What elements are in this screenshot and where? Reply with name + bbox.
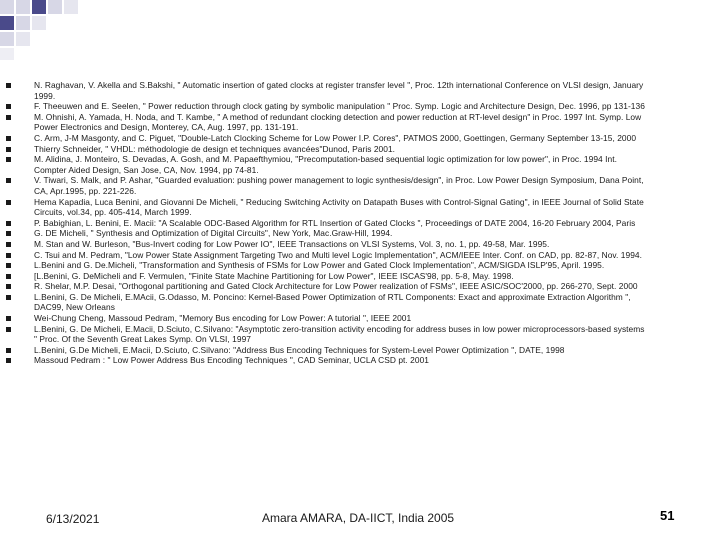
bullet-square-icon (6, 348, 11, 353)
reference-text: M. Alidina, J. Monteiro, S. Devadas, A. Gosh, and M. Papaefthymiou, "Precomputation-based sequential logic optimization for low power", in Proc. 1994 Int. Compter Aided Design, San Jose, CA, Nov. 1994, pp 74-81. (34, 154, 617, 175)
bullet-square-icon (6, 104, 11, 109)
reference-item (6, 197, 646, 218)
bullet-square-icon (6, 316, 11, 321)
reference-text: F. Theeuwen and E. Seelen, " Power reduction through clock gating by symbolic manipulation " Proc. Symp. Logic and Architecture Design, Dec. 1996, pp 131-136 (34, 101, 645, 112)
reference-text: C. Arm, J-M Masgonty, and C. Piguet, "Double-Latch Clocking Scheme for Low Power I.P. Cores", PATMOS 2000, Goettingen, Germany September 13-15, 2000 (34, 132, 637, 143)
bullet-square-icon (6, 358, 11, 363)
reference-item (6, 281, 646, 292)
bullet-square-icon (6, 327, 11, 332)
reference-text: N. Raghavan, V. Akella and S.Bakshi, " Automatic insertion of gated clocks at register transfer level ", Proc. 12th international Conference on VLSI design, January 1999. (34, 80, 644, 101)
reference-text: V. Tiwari, S. Malk, and P. Ashar, "Guarded evaluation: pushing power management to logic synthesis/design", in Proc. Low Power Design Symposium, Dana Point, CA, Apr.1995, pp. 221-226. (34, 175, 644, 196)
reference-text: C. Tsui and M. Pedram, "Low Power State Assignment Targeting Two and Multi level Logic Implementation", ACM/IEEE Inter. Conf. on CAD, pp. 82-87, Nov. 1994. (34, 249, 642, 260)
reference-text: R. Shelar, M.P. Desai, "Orthogonal partitioning and Gated Clock Architecture for Low Power realization of FSMs", IEEE ASIC/SOC'2000, pp. 266-270, Sept. 2000 (34, 281, 638, 292)
reference-text: G. DE Micheli, " Synthesis and Optimization of Digital Circuits", New York, Mac.Graw-Hill, 1994. (34, 228, 393, 239)
reference-item (6, 355, 646, 366)
bullet-square-icon (6, 231, 11, 236)
footer-date: 6/13/2021 (46, 512, 100, 526)
reference-item (6, 260, 646, 271)
footer-author: Amara AMARA, DA-IICT, India 2005 (262, 511, 455, 525)
bullet-square-icon (6, 157, 11, 162)
bullet-square-icon (6, 295, 11, 300)
bullet-square-icon (6, 115, 11, 120)
bullet-square-icon (6, 284, 11, 289)
reference-item (6, 345, 646, 356)
page-number: 51 (660, 508, 675, 523)
reference-item (6, 228, 646, 239)
bullet-square-icon (6, 83, 11, 88)
reference-text: M. Ohnishi, A. Yamada, H. Noda, and T. Kambe, " A method of redundant clocking detection and power reduction at RT-level design" in Proc. 1997 Int. Symp. Low Power Electronics and Design, Monterey, CA, Aug. 1997, pp. 131-191. (34, 111, 642, 133)
reference-item (6, 101, 646, 112)
reference-item (6, 133, 646, 144)
reference-text: [L.Benini, G. DeMicheli and F. Vermulen, "Finite State Machine Partitioning for Low Power", IEEE ISCAS'98, pp. 5-8, May. 1998. (34, 270, 514, 281)
reference-text: Massoud Pedram : " Low Power Address Bus Encoding Techniques ", CAD Seminar, UCLA CSD pt. 2001 (34, 355, 430, 366)
reference-text: L.Benini, G. De Micheli, E.Macii, D.Sciuto, C.Silvano: "Asymptotic zero-transition activity encoding for address buses in low power microprocessors-based systems " Proc. Of the Seventh Great Lakes Symp. On VLSI, 1997 (34, 323, 645, 345)
reference-item (6, 112, 646, 133)
bullet-square-icon (6, 147, 11, 152)
reference-item (6, 175, 646, 196)
reference-text: P. Babighian, L. Benini, E. Macii: "A Scalable ODC-Based Algorithm for RTL Insertion of Gated Clocks ", Proceedings of DATE 2004, 16-20 February 2004, Paris (34, 217, 636, 228)
reference-text: L.Benini, G. De Micheli, E.MAcii, G.Odasso, M. Poncino: Kernel-Based Power Optimization of RTL Components: Exact and approximate Extraction Algorithm ", DAC99, New Orleans (34, 291, 631, 313)
reference-item (6, 239, 646, 250)
reference-item (6, 313, 646, 324)
reference-item (6, 271, 646, 282)
corner-decoration (0, 0, 90, 60)
bullet-square-icon (6, 253, 11, 258)
reference-item (6, 144, 646, 155)
bullet-square-icon (6, 221, 11, 226)
reference-text: Wei-Chung Cheng, Massoud Pedram, "Memory Bus encoding for Low Power: A tutorial ", IEEE 2001 (34, 313, 412, 324)
reference-item (6, 80, 646, 101)
bullet-square-icon (6, 200, 11, 205)
reference-list (6, 80, 646, 366)
reference-text: L.Benini and G. De.Micheli, "Transformation and Synthesis of FSMs for Low Power and Gated Clock Implementation", ACM/SIGDA ISLP'95, April. 1995. (34, 260, 605, 271)
bullet-square-icon (6, 263, 11, 268)
bullet-square-icon (6, 178, 11, 183)
reference-item (6, 324, 646, 345)
reference-item (6, 218, 646, 229)
reference-item (6, 154, 646, 175)
reference-item (6, 292, 646, 313)
reference-text: Thierry Schneider, " VHDL: méthodologie de design et techniques avancées"Dunod, Paris 2001. (34, 143, 396, 154)
bullet-square-icon (6, 274, 11, 279)
reference-text: M. Stan and W. Burleson, "Bus-Invert coding for Low Power IO", IEEE Transactions on VLSI Systems, Vol. 3, no. 1, pp. 49-58, Mar. 1995. (34, 238, 550, 249)
bullet-square-icon (6, 242, 11, 247)
bullet-square-icon (6, 136, 11, 141)
reference-text: Hema Kapadia, Luca Benini, and Giovanni De Micheli, " Reducing Switching Activity on Datapath Buses with Control-Signal Gating", in IEEE Journal of Solid State Circuits, vol.34, pp. 405-414, March 1999. (34, 196, 644, 218)
reference-text: L.Benini, G.De Micheli, E.Macii, D.Sciuto, C.Silvano: "Address Bus Encoding Techniques for System-Level Power Optimization ", DATE, 1998 (34, 344, 565, 355)
reference-item (6, 250, 646, 261)
